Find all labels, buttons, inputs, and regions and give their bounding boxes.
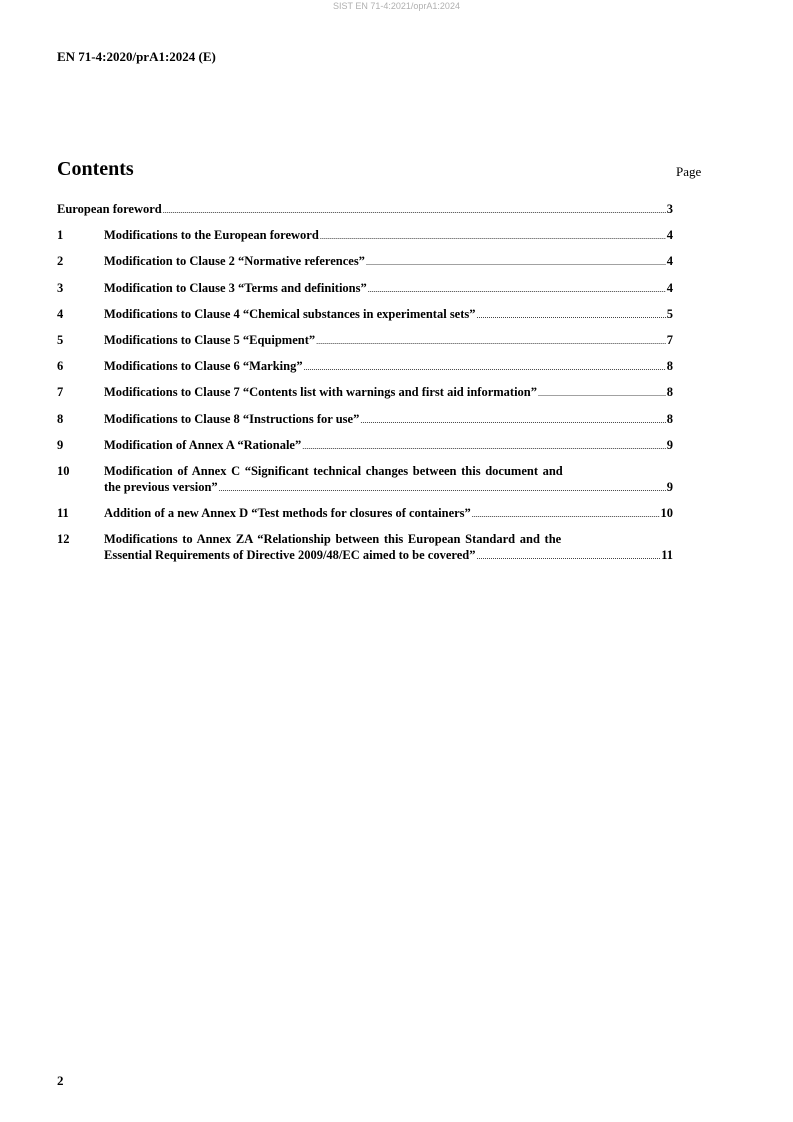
document-header: EN 71-4:2020/prA1:2024 (E) — [57, 49, 216, 64]
toc-entry-number: 2 — [57, 254, 64, 269]
toc-entry-page: 4 — [666, 254, 673, 269]
toc-leader-dots — [219, 479, 666, 497]
toc-entry-1[interactable] — [57, 227, 673, 245]
toc-entry-title-line2: Essential Requirements of Directive 2009/48/EC aimed to be covered” — [104, 548, 476, 563]
toc-leader-dots — [476, 547, 660, 565]
toc-entry-title: Modifications to Clause 5 “Equipment” — [104, 332, 316, 347]
toc-entry-number: 1 — [57, 228, 64, 243]
toc-entry-title-line1: Modifications to Annex ZA “Relationship between this European Standard and the — [104, 532, 562, 547]
toc-leader-dots — [304, 358, 666, 376]
toc-entry-number: 7 — [57, 385, 64, 400]
toc-entry-9[interactable] — [57, 437, 673, 455]
toc-entry-page: 7 — [666, 332, 673, 347]
toc-entry-2[interactable] — [57, 253, 673, 271]
toc-entry-page: 8 — [666, 385, 673, 400]
toc-entry-page: 4 — [666, 228, 673, 243]
toc-entry-4[interactable] — [57, 306, 673, 324]
toc-entry-page: 3 — [666, 202, 673, 216]
toc-leader-dots — [538, 384, 666, 402]
toc-entry-12[interactable] — [57, 531, 673, 565]
toc-entry-page: 4 — [666, 280, 673, 295]
toc-entry-title: Modifications to the European foreword — [104, 228, 319, 243]
toc-entry-title-line1: Modification of Annex C “Significant technical changes between this document and — [104, 463, 563, 478]
toc-entry-page: 10 — [660, 506, 673, 521]
toc-entry-page: 8 — [666, 359, 673, 374]
toc-entry-page: 11 — [661, 548, 673, 563]
toc-entry-number: 9 — [57, 437, 64, 452]
toc-entry-8[interactable] — [57, 411, 673, 429]
toc-entry-11[interactable] — [57, 505, 673, 523]
toc-leader-dots — [163, 201, 666, 219]
toc-entry-number: 12 — [57, 532, 70, 547]
toc-entry-european-foreword[interactable] — [57, 201, 673, 219]
toc-entry-title: Addition of a new Annex D “Test methods for closures of containers” — [104, 506, 471, 521]
page-number: 2 — [57, 1073, 64, 1088]
contents-title: Contents — [57, 158, 134, 180]
toc-entry-title: Modifications to Clause 6 “Marking” — [104, 359, 303, 374]
toc-entry-page: 8 — [666, 411, 673, 426]
toc-entry-title: Modification to Clause 2 “Normative references” — [104, 254, 365, 269]
page-column-label: Page — [676, 164, 702, 179]
toc-entry-number: 8 — [57, 411, 64, 426]
toc-entry-title: Modifications to Clause 4 “Chemical substances in experimental sets” — [104, 306, 476, 321]
toc-entry-title: Modifications to Clause 7 “Contents list with warnings and first aid information” — [104, 385, 538, 400]
table-of-contents — [57, 201, 673, 573]
toc-entry-title-line2: the previous version” — [104, 479, 218, 494]
toc-entry-title: Modification to Clause 3 “Terms and definitions” — [104, 280, 367, 295]
toc-entry-title: Modifications to Clause 8 “Instructions for use” — [104, 411, 360, 426]
toc-entry-6[interactable] — [57, 358, 673, 376]
toc-entry-page: 9 — [666, 479, 673, 494]
toc-entry-number: 6 — [57, 359, 64, 374]
toc-entry-page: 9 — [666, 437, 673, 452]
toc-entry-number: 10 — [57, 463, 70, 478]
toc-entry-7[interactable] — [57, 384, 673, 402]
toc-entry-title: Modification of Annex A “Rationale” — [104, 437, 302, 452]
toc-leader-dots — [316, 332, 666, 350]
toc-leader-dots — [472, 505, 660, 523]
toc-leader-dots — [302, 437, 666, 455]
toc-entry-title: European foreword — [57, 202, 162, 216]
toc-entry-5[interactable] — [57, 332, 673, 350]
toc-entry-number: 5 — [57, 332, 64, 347]
toc-leader-dots — [320, 227, 666, 245]
toc-entry-3[interactable] — [57, 280, 673, 298]
toc-entry-page: 5 — [666, 306, 673, 321]
watermark: SIST EN 71-4:2021/oprA1:2024 — [333, 1, 460, 11]
toc-leader-dots — [366, 253, 666, 271]
toc-entry-number: 11 — [57, 506, 69, 521]
toc-entry-number: 3 — [57, 280, 64, 295]
toc-entry-10[interactable] — [57, 463, 673, 497]
toc-leader-dots — [360, 411, 665, 429]
toc-leader-dots — [368, 280, 666, 298]
toc-entry-number: 4 — [57, 306, 64, 321]
toc-leader-dots — [477, 306, 666, 324]
